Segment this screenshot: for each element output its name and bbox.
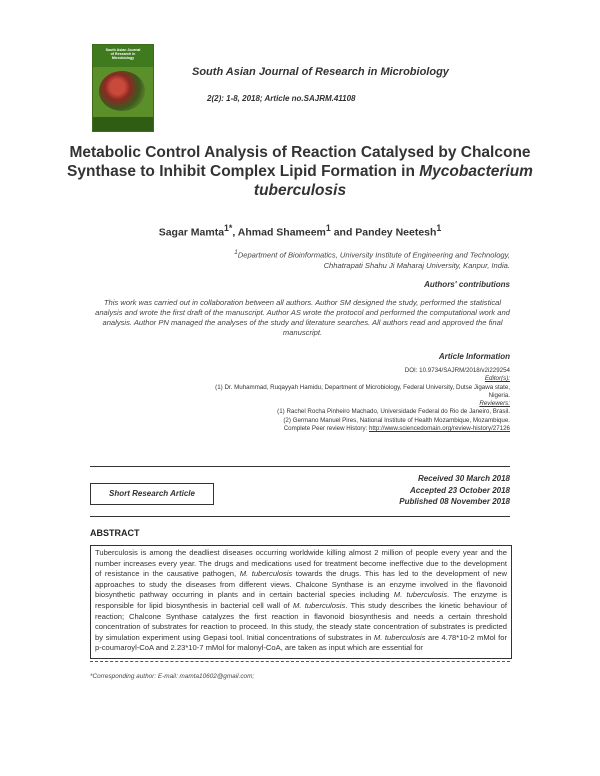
cover-title-line: Microbiology: [111, 56, 135, 61]
author-superscript: 1*: [224, 223, 233, 233]
cover-title-line: of Research in: [110, 52, 136, 57]
reviewer-entry: (1) Rachel Rocha Pinheiro Machado, Universidade Federal do Rio de Janeiro, Brasil.: [277, 408, 510, 416]
author-superscript: 1: [325, 223, 331, 233]
reviewer-entry: (2) Germano Manuel Pires, National Institute of Health Mozambique, Mozambique.: [283, 416, 510, 424]
title-text: Metabolic Control Analysis of Reaction Catalysed by Chalcone Synthase to Inhibit Complex Lipid Formation in: [67, 144, 531, 180]
author-separator: ,: [232, 226, 238, 239]
author-name: Sagar Mamta: [158, 226, 225, 239]
abstract-italic: M. tuberculosis: [373, 632, 426, 642]
editor-entry-cont: Nigeria.: [488, 391, 510, 399]
abstract-text: Tuberculosis is among the deadliest diseases occurring worldwide killing almost 2 million of people every year and the number increases every year. The drugs and medications used for treatment become ineffective due to the development of resistance in the causative pathogen,: [95, 548, 507, 579]
review-history: [70, 425, 510, 433]
date-accepted: Accepted 23 October 2018: [409, 485, 510, 495]
author-superscript: 1: [436, 223, 442, 233]
divider: [90, 516, 510, 517]
abstract-text: are 4.78*10-2 mMol for p-coumaroyl-CoA and 2.23*10-7 mMol for malonyl-CoA, are taken as input which are essential for: [95, 632, 507, 653]
cover-title: [95, 48, 151, 61]
cover-title-line: South Asian Journal: [105, 48, 141, 52]
doi: DOI: 10.9734/SAJRM/2018/v2i229254: [404, 367, 510, 374]
reviewers-label: Reviewers:: [479, 400, 510, 408]
date-published: Published 08 November 2018: [399, 497, 510, 506]
article-info-block: [70, 367, 510, 433]
journal-cover-thumbnail: [92, 44, 154, 132]
author-list: [60, 223, 540, 239]
author-name: Ahmad Shameem: [237, 226, 326, 239]
paper-title: [60, 143, 540, 200]
review-history-label: Complete Peer review History:: [283, 425, 369, 433]
author-name: Pandey Neetesh: [355, 226, 437, 239]
abstract-italic: M. tuberculosis: [393, 590, 447, 600]
author-separator: and: [330, 226, 356, 239]
cover-photo: [99, 71, 145, 111]
affiliation-line: Department of Bioinformatics, University Institute of Engineering and Technology,: [237, 250, 510, 260]
date-received: Received 30 March 2018: [417, 474, 510, 483]
abstract-text: . The enzyme is responsible for lipid biosynthesis in bacterial cell wall of: [95, 590, 507, 610]
abstract-text: . This study describes the kinetic behaviour of reaction; Chalcone Synthase catalyzes the first reaction in flavonoid biosynthesis and needs a certain threshold concentration of substrates for reaction to proceed. In this study, the steady state concentration of substrates is predicted by simulation experiment using Gepasi tool. Initial concentrations of substrates in: [95, 600, 507, 642]
article-type-badge: Short Research Article: [90, 483, 214, 505]
contributions-text: This work was carried out in collaboration between all authors. Author SM designed the study, performed the statistical analysis and wrote the first draft of the manuscript. Author AS wrote the protocol and performed the computational work and analysis. Author PN managed the analyses of the study and literature searches. All authors read and approved the final manuscript.: [95, 298, 510, 337]
title-italic: Mycobacterium tuberculosis: [253, 163, 533, 199]
journal-citation: 2(2): 1-8, 2018; Article no.SAJRM.41108: [207, 94, 356, 103]
article-info-heading: Article Information: [438, 352, 510, 361]
cover-footer: [93, 117, 153, 131]
corresponding-author: *Corresponding author: E-mail: mamta10602@gmail.com;: [90, 673, 255, 680]
journal-name: South Asian Journal of Research in Microbiology: [192, 66, 449, 78]
abstract-italic: M. tuberculosis: [293, 600, 346, 610]
affiliation: [110, 248, 510, 271]
editor-label: Editor(s):: [484, 375, 510, 383]
abstract-heading: ABSTRACT: [90, 528, 140, 538]
divider: [90, 466, 510, 467]
affiliation-superscript: 1: [234, 249, 238, 256]
abstract-box: [90, 545, 512, 659]
footnote-divider: [90, 661, 510, 662]
abstract-text: towards the drugs. This has led to the development of new approaches to study the diseases from different views. Chalcone Synthase is an enzyme involved in the flavonoid biosynthetic pathway occurring in plants and in certain bacterial species including: [95, 569, 507, 600]
abstract-italic: M. tuberculosis: [239, 569, 293, 579]
publication-dates: [399, 473, 510, 508]
affiliation-line: Chhatrapati Shahu Ji Maharaj University, Kanpur, India.: [323, 260, 510, 270]
contributions-heading: Authors' contributions: [424, 280, 510, 289]
review-history-link[interactable]: http://www.sciencedomain.org/review-history/27126: [368, 425, 510, 433]
editor-entry: (1) Dr. Muhammad, Ruqayyah Hamidu, Department of Microbiology, Federal University, Dutse Jigawa state,: [215, 383, 510, 391]
